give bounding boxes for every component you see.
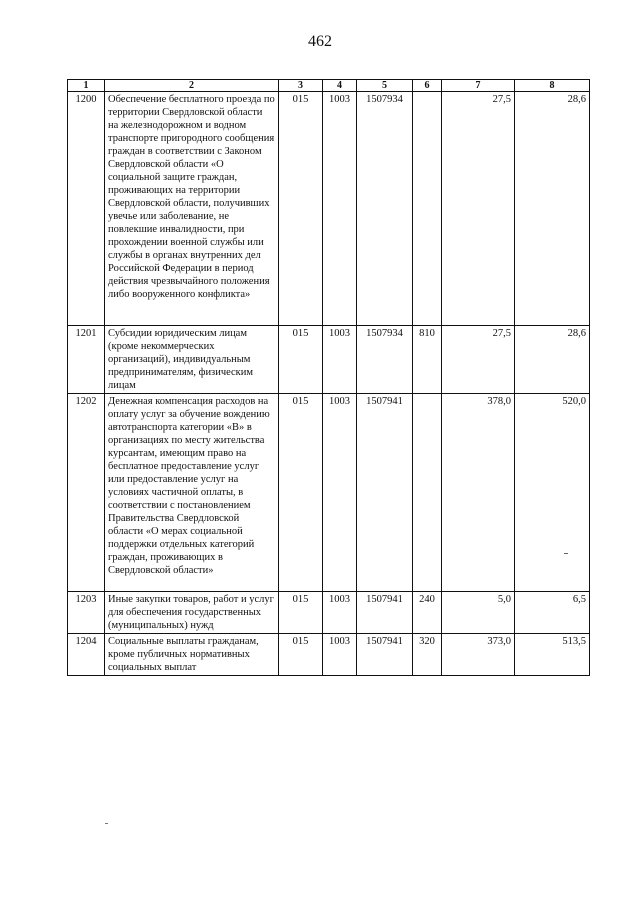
stray-scan-mark [105, 823, 108, 824]
row-col3: 015 [279, 92, 323, 326]
row-col6: 240 [413, 592, 442, 634]
table-row [68, 326, 590, 394]
header-col-3: 3 [279, 80, 323, 92]
row-col6 [413, 394, 442, 592]
row-number: 1203 [68, 592, 105, 634]
row-col4: 1003 [323, 592, 357, 634]
header-col-7: 7 [442, 80, 515, 92]
stray-dash-mark [564, 553, 568, 554]
row-col4: 1003 [323, 634, 357, 676]
row-col7: 27,5 [442, 326, 515, 394]
row-col6 [413, 92, 442, 326]
row-description: Иные закупки товаров, работ и услуг для обеспечения государственных (муниципальных) нужд [105, 592, 279, 634]
header-col-5: 5 [357, 80, 413, 92]
row-col7: 27,5 [442, 92, 515, 326]
row-col4: 1003 [323, 92, 357, 326]
header-row [68, 80, 590, 92]
header-col-4: 4 [323, 80, 357, 92]
row-col7: 378,0 [442, 394, 515, 592]
row-col8: 513,5 [515, 634, 590, 676]
row-col6: 810 [413, 326, 442, 394]
row-description: Денежная компенсация расходов на оплату услуг за обучение вождению автотранспорта категории «В» в организациях по месту жительства курсантам, имеющим право на бесплатное предоставление услуг или предоставление услуг на условиях частичной оплаты, в соответствии с постановлением Правительства Свердловской области «О мерах социальной поддержки отдельных категорий граждан, проживающих в Свердловской области» [105, 394, 279, 592]
row-col8: 520,0 [515, 394, 590, 592]
header-col-2: 2 [105, 80, 279, 92]
header-col-6: 6 [413, 80, 442, 92]
row-col4: 1003 [323, 326, 357, 394]
table-row [68, 634, 590, 676]
row-col5: 1507934 [357, 326, 413, 394]
row-number: 1202 [68, 394, 105, 592]
row-col3: 015 [279, 394, 323, 592]
row-number: 1200 [68, 92, 105, 326]
row-number: 1201 [68, 326, 105, 394]
row-number: 1204 [68, 634, 105, 676]
row-col7: 373,0 [442, 634, 515, 676]
row-col3: 015 [279, 634, 323, 676]
row-col8: 28,6 [515, 92, 590, 326]
budget-table [67, 79, 590, 676]
row-description: Субсидии юридическим лицам (кроме некоммерческих организаций), индивидуальным предпринимателям, физическим лицам [105, 326, 279, 394]
table-row [68, 592, 590, 634]
row-description: Социальные выплаты гражданам, кроме публичных нормативных социальных выплат [105, 634, 279, 676]
row-col5: 1507941 [357, 592, 413, 634]
row-col4: 1003 [323, 394, 357, 592]
row-col3: 015 [279, 592, 323, 634]
row-col6: 320 [413, 634, 442, 676]
table-row [68, 92, 590, 326]
row-col8: 28,6 [515, 326, 590, 394]
row-col5: 1507941 [357, 394, 413, 592]
header-col-8: 8 [515, 80, 590, 92]
header-col-1: 1 [68, 80, 105, 92]
row-description: Обеспечение бесплатного проезда по территории Свердловской области на железнодорожном и водном транспорте пригородного сообщения граждан в соответствии с Законом Свердловской области «О социальной защите граждан, проживающих на территории Свердловской области, получивших увечье или заболевание, не повлекшие инвалидности, при прохождении военной службы или службы в органах внутренних дел Российской Федерации в период действия чрезвычайного положения либо вооруженного конфликта» [105, 92, 279, 326]
row-col3: 015 [279, 326, 323, 394]
table-row [68, 394, 590, 592]
row-col5: 1507941 [357, 634, 413, 676]
page-number: 462 [308, 33, 332, 50]
row-col7: 5,0 [442, 592, 515, 634]
row-col8: 6,5 [515, 592, 590, 634]
row-col5: 1507934 [357, 92, 413, 326]
